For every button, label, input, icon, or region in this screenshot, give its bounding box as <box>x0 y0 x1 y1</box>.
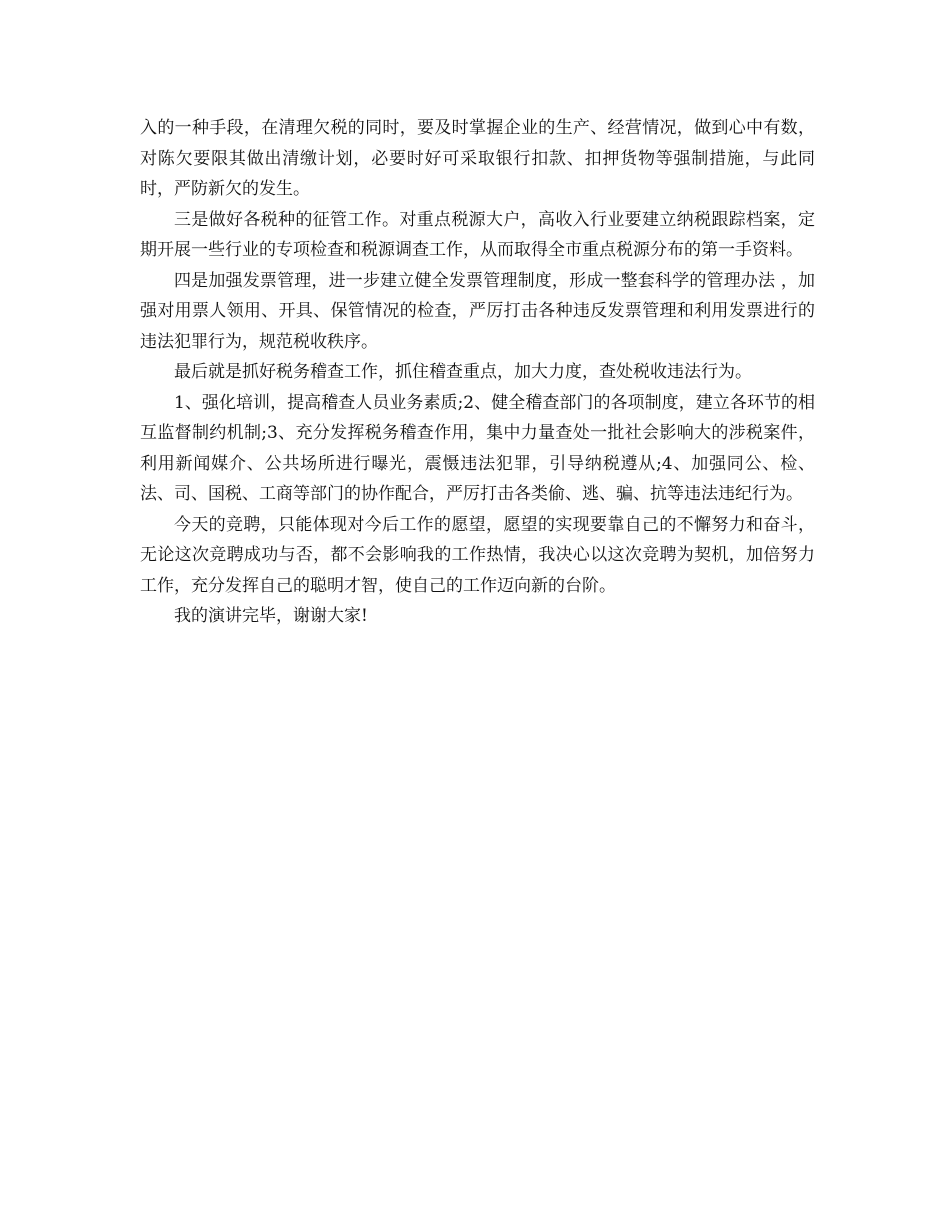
paragraph-continuation: 入的一种手段，在清理欠税的同时，要及时掌握企业的生产、经营情况，做到心中有数，对陈欠要限其做出清缴计划，必要时好可采取银行扣款、扣押货物等强制措施，与此同时，严防新欠的发生。 <box>140 118 815 199</box>
paragraph-conclusion: 今天的竞聘，只能体现对今后工作的愿望，愿望的实现要靠自己的不懈努力和奋斗，无论这次竞聘成功与否，都不会影响我的工作热情，我决心以这次竞聘为契机，加倍努力工作，充分发挥自己的聪明才智，使自己的工作迈向新的台阶。 <box>140 514 815 596</box>
paragraph-tax-inspection: 最后就是抓好税务稽查工作，抓住稽查重点，加大力度，查处税收违法行为。 <box>174 362 752 382</box>
paragraph-inspection-measures: 1、强化培训，提高稽查人员业务素质;2、健全稽查部门的各项制度，建立各环节的相互监督制约机制;3、充分发挥税务稽查作用，集中力量查处一批社会影响大的涉税案件，利用新闻媒介、公共场所进行曝光，震慑违法犯罪，引导纳税遵从;4、加强同公、检、法、司、国税、工商等部门的协作配合，严厉打击各类偷、逃、骗、抗等违法违纪行为。 <box>140 392 815 504</box>
paragraph-closing: 我的演讲完毕，谢谢大家! <box>174 606 368 626</box>
paragraph-tax-types: 三是做好各税种的征管工作。对重点税源大户，高收入行业要建立纳税跟踪档案，定期开展一些行业的专项检查和税源调查工作，从而取得全市重点税源分布的第一手资料。 <box>140 209 815 260</box>
document-body <box>140 113 815 632</box>
paragraph-invoice-management: 四是加强发票管理，进一步建立健全发票管理制度，形成一整套科学的管理办法 ，加强对用票人领用、开具、保管情况的检查，严厉打击各种违反发票管理和利用发票进行的违法犯罪行为，规范税收秩序。 <box>140 270 815 352</box>
